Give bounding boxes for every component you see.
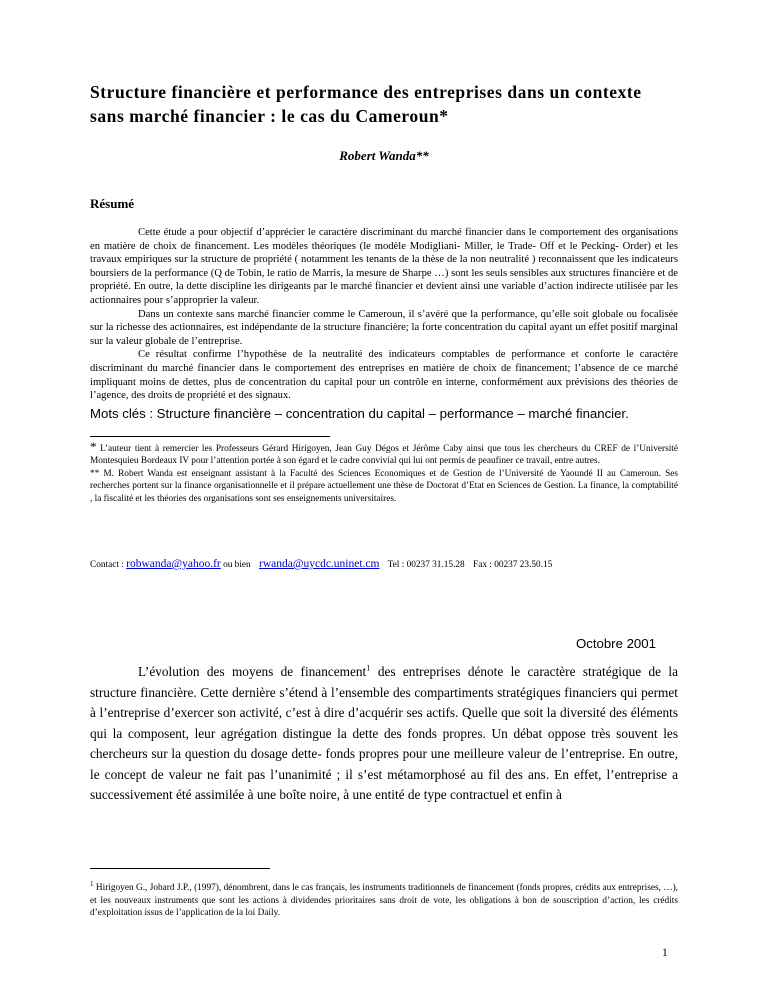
footnote-star-mark: *: [90, 439, 97, 454]
paper-title: Structure financière et performance des entreprises dans un contexte sans marché financier : le cas du Cameroun*: [90, 82, 642, 126]
footnote-reference[interactable]: 1: [366, 662, 371, 673]
author-footnotes: [90, 441, 678, 505]
footnote-1: [90, 878, 678, 919]
abstract-heading: Résumé: [90, 196, 135, 211]
body-text-rest: des entreprises dénote le caractère stratégique de la structure financière. Cette dernière s’étend à l’ensemble des compartiments stratégiques financiers qui permet à l’entreprise d’exercer son activité, c’est à dire d’acquérir ses actifs. Quelle que soit la diversité des éléments qui la composent, leur agrégation distingue la dette des fonds propres. Un débat oppose très souvent les chercheurs sur la question du dosage dette- fonds propres pour une meilleure valeur de l’entreprise. En outre, le concept de valeur ne fait pas l’unanimité ; il s’est métamorphosé au fil des ans. En effet, l’entreprise a successivement été assimilée à une boîte noire, à une entité de type contractuel et enfin à: [90, 664, 678, 802]
page-number: 1: [662, 947, 668, 959]
abstract-paragraph: Ce résultat confirme l’hypothèse de la neutralité des indicateurs comptables de performance et conforte le caractère discriminant du marché financier dans le comportement des entreprises en matière de choix de financement; l’absence de ce marché impliquant moins de dettes, plus de concentration du capital pour un contrôle en interne, conformément aux prévisions des théories de l’agence, des droits de propriété et des signaux.: [90, 349, 678, 402]
footnote-divider: [90, 436, 330, 437]
footnote-number: 1: [90, 880, 94, 888]
footnote-divider-bottom: [90, 868, 270, 869]
publication-date: Octobre 2001: [576, 636, 656, 651]
contact-label: Contact :: [90, 560, 124, 570]
contact-phone: Tel : 00237 31.15.28: [387, 560, 465, 570]
contact-line: [90, 558, 690, 570]
body-text-start: L’évolution des moyens de financement: [138, 664, 367, 679]
author-name: Robert Wanda**: [339, 148, 429, 163]
abstract-text: [90, 226, 678, 403]
body-paragraph: [90, 662, 678, 806]
contact-or: ou bien: [223, 560, 251, 570]
acknowledgement-text: L’auteur tient à remercier les Professeurs Gérard Hirigoyen, Jean Guy Dégos et Jérôme Caby ainsi que tous les chercheurs du CREF de l’Université Montesquieu Bordeaux IV pour l’attention portée à son égard et le cadre convivial qui lui ont permis de peaufiner ce travail, entre autres.: [90, 444, 678, 467]
abstract-paragraph: Dans un contexte sans marché financier comme le Cameroun, il s’avéré que la performance, qu’elle soit globale ou focalisée sur la richesse des actionnaires, est indépendante de la structure financière; la forte concentration du capital ayant un effet positif marginal sur la valeur globale de l’entreprise.: [90, 308, 678, 347]
keywords-line: Mots clés : Structure financière – concentration du capital – performance – marché financier.: [90, 406, 629, 421]
email-link-university[interactable]: rwanda@uycdc.uninet.cm: [259, 558, 380, 570]
acknowledgement-note: [90, 441, 678, 468]
abstract-paragraph: Cette étude a pour objectif d’apprécier le caractère discriminant du marché financier dans le comportement des organisations en matière de choix de financement. Les modèles théoriques (le modèle Modigliani- Miller, le Trade- Off et le Pecking- Order) et les travaux empiriques sur la structure de propriété ( notamment les tenants de la thèse de la non neutralité ) reconnaissent que les indicateurs boursiers de la performance (Q de Tobin, le ratio de Marris, la mesure de Sharpe …) sont les seuls sensibles aux structures financière et de propriété. En outre, la dette discipline les dirigeants par le marché financier et devient ainsi une variable d’action indirecte utilisée par les actionnaires pour s’approprier la valeur.: [90, 227, 678, 306]
footnote-1-text: Hirigoyen G., Jobard J.P., (1997), dénombrent, dans le cas français, les instruments traditionnels de financement (fonds propres, crédits aux entreprises, …), et les nouveaux instruments que sont les actions à dividendes prioritaires sans droit de vote, les obligations à bon de souscription d’action, les crédits d’exploitation issus de l’application de la loi Daily.: [90, 883, 678, 918]
email-link-yahoo[interactable]: robwanda@yahoo.fr: [126, 558, 221, 570]
author-bio-note: ** M. Robert Wanda est enseignant assistant à la Faculté des Sciences Economiques et de Gestion de l’Université de Yaoundé II au Cameroun. Ses recherches portent sur la finance organisationnelle et il prépare actuellement une thèse de Doctorat d’Etat en Sciences de Gestion. La finance, la comptabilité , la fiscalité et les théories des organisations sont ses enseignements universitaires.: [90, 468, 678, 504]
contact-fax: Fax : 00237 23.50.15: [473, 560, 553, 570]
